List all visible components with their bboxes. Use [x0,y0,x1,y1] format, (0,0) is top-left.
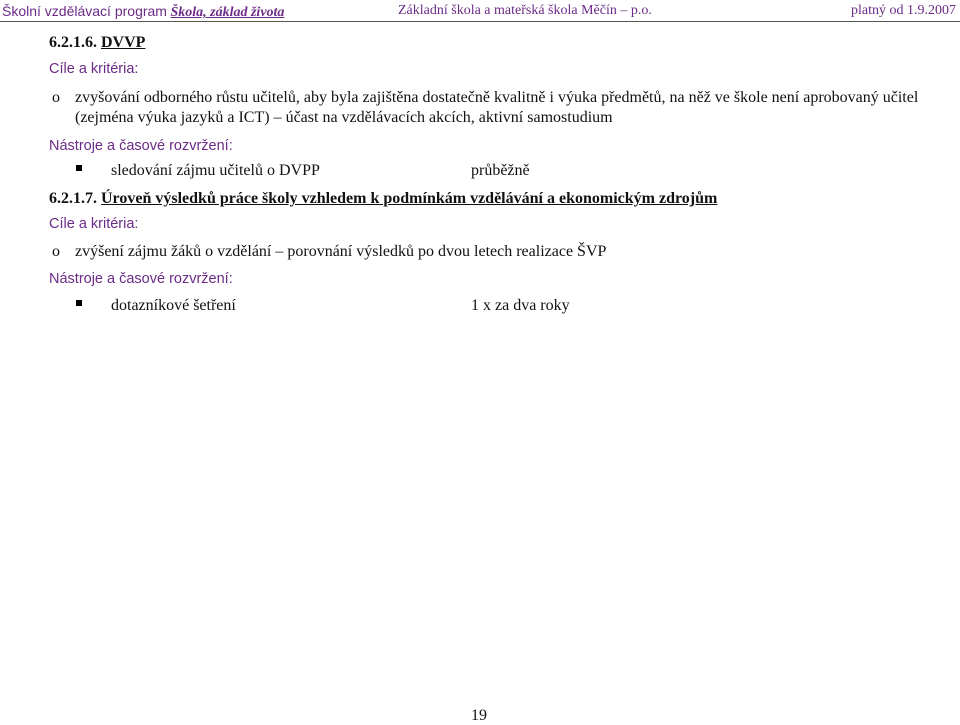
section-626-goal-line-1: zvyšování odborného růstu učitelů, aby byla zajištěna dostatečně kvalitně i výuka předmětů, na něž ve škole není aprobovaný učitel [75,89,919,106]
section-627-title: Úroveň výsledků práce školy vzhledem k podmínkám vzdělávání a ekonomickým zdrojům [101,190,718,207]
section-627-tools-label: Nástroje a časové rozvržení: [49,271,233,287]
school-type: p.o. [630,3,652,18]
header-validity: platný od 1.9.2007 [851,3,956,18]
section-626-number: 6.2.1.6. [49,34,97,51]
section-627-tool-time: 1 x za dva roky [471,297,570,314]
section-626-title: DVVP [101,34,146,51]
program-title: Škola, základ života [170,5,285,20]
section-626-goal-marker: o [52,89,60,106]
section-627-number: 6.2.1.7. [49,190,97,207]
section-626-goals-label: Cíle a kritéria: [49,61,139,77]
section-627-heading [49,190,717,208]
school-name: Základní škola a mateřská škola Měčín [398,3,617,18]
header-program [2,3,284,21]
header-divider [0,21,960,22]
program-label: Školní vzdělávací program [2,3,167,19]
section-627-goals-label: Cíle a kritéria: [49,216,139,232]
section-627-goal-marker: o [52,243,60,260]
section-627-goal-line-1: zvýšení zájmu žáků o vzdělání – porovnání výsledků po dvou letech realizace ŠVP [75,243,607,260]
header-school: Základní škola a mateřská škola Měčín – p.o. [398,3,652,18]
page-number: 19 [471,707,487,724]
section-626-tool-item: sledování zájmu učitelů o DVPP [111,162,320,179]
section-626-tools-label: Nástroje a časové rozvržení: [49,138,233,154]
section-627-tool-bullet [76,300,82,306]
section-626-goal-line-2: (zejména výuka jazyků a ICT) – účast na vzdělávacích akcích, aktivní samostudium [75,109,613,126]
section-626-tool-bullet [76,165,82,171]
section-626-heading [49,34,145,52]
section-626-tool-time: průběžně [471,162,530,179]
section-627-tool-item: dotazníkové šetření [111,297,236,314]
page-header [0,0,960,22]
